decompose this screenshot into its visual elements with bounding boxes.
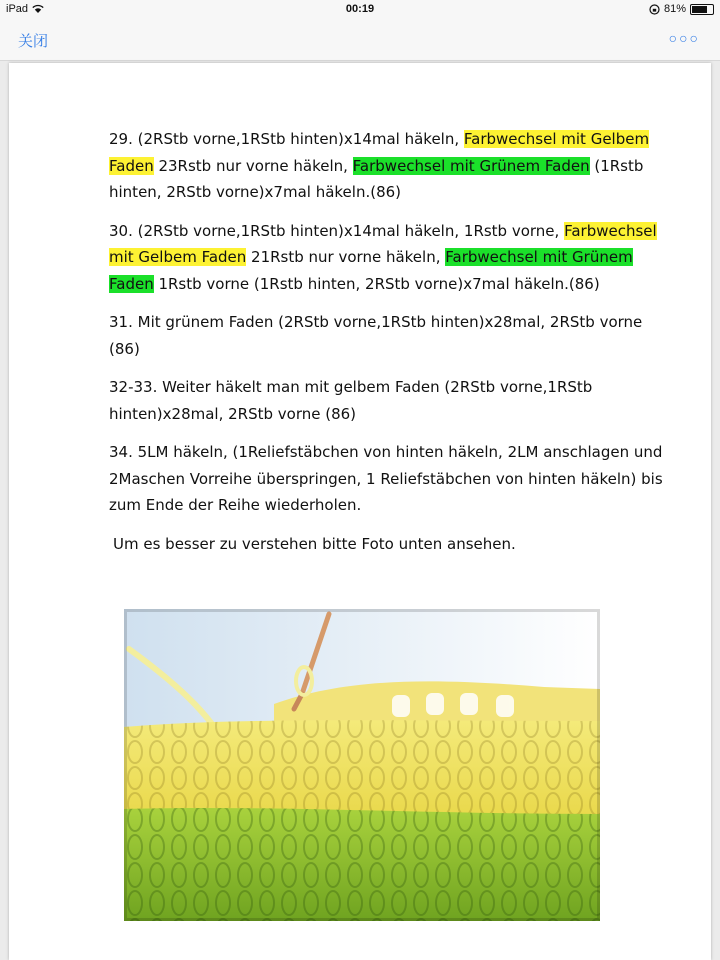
more-options-button[interactable]: ○○○ <box>668 30 700 46</box>
document-page <box>9 63 711 960</box>
instruction-list <box>109 126 669 519</box>
step-text: 30. (2RStb vorne,1RStb hinten)x14mal häkeln, 1Rstb vorne, <box>109 221 565 240</box>
photo-note: Um es besser zu verstehen bitte Foto unten ansehen. <box>113 534 516 553</box>
step-text: 31. Mit grünem Faden (2RStb vorne,1RStb hinten)x28mal, 2RStb vorne (86) <box>109 313 643 358</box>
device-label: iPad <box>6 3 29 15</box>
instruction-step <box>109 439 669 519</box>
green-highlight: Farbwechsel mit Grünem Faden <box>352 156 590 175</box>
instruction-step <box>109 218 669 298</box>
yellow-highlight: Farbwechsel mit Gelbem Faden <box>109 221 657 266</box>
step-text: 1Rstb vorne (1Rstb hinten, 2RStb vorne)x7mal häkeln.(86) <box>153 274 600 293</box>
document-content <box>109 126 669 557</box>
battery-icon <box>690 4 714 15</box>
step-text: 32-33. Weiter häkelt man mit gelbem Faden (2RStb vorne,1RStb hinten)x28mal, 2RStb vorne (86) <box>109 378 593 423</box>
battery-percent: 81% <box>663 3 686 15</box>
instruction-step <box>109 374 669 427</box>
step-text: 29. (2RStb vorne,1RStb hinten)x14mal häkeln, <box>109 130 464 148</box>
crochet-photo <box>124 609 600 921</box>
instruction-step <box>109 309 669 362</box>
yellow-highlight: Farbwechsel mit Gelbem Faden <box>109 130 650 175</box>
orientation-lock-icon <box>649 4 660 15</box>
nav-bar <box>0 20 720 61</box>
step-text: 23Rstb nur vorne häkeln, <box>153 156 353 175</box>
status-time: 00:19 <box>345 3 375 15</box>
step-text: (1Rstb hinten, 2RStb vorne)x7mal häkeln.(86) <box>109 156 644 201</box>
green-highlight: Farbwechsel mit Grünem Faden <box>109 248 633 293</box>
instruction-step <box>109 126 669 206</box>
status-bar <box>0 0 720 20</box>
status-right <box>649 3 714 15</box>
step-text: 34. 5LM häkeln, (1Reliefstäbchen von hinten häkeln, 2LM anschlagen und 2Maschen Vorreihe überspringen, 1 Reliefstäbchen von hinten häkeln) bis zum Ende der Reihe wiederholen. <box>109 443 663 514</box>
close-button[interactable]: 关闭 <box>18 33 49 50</box>
step-text: 21Rstb nur vorne häkeln, <box>246 248 446 266</box>
